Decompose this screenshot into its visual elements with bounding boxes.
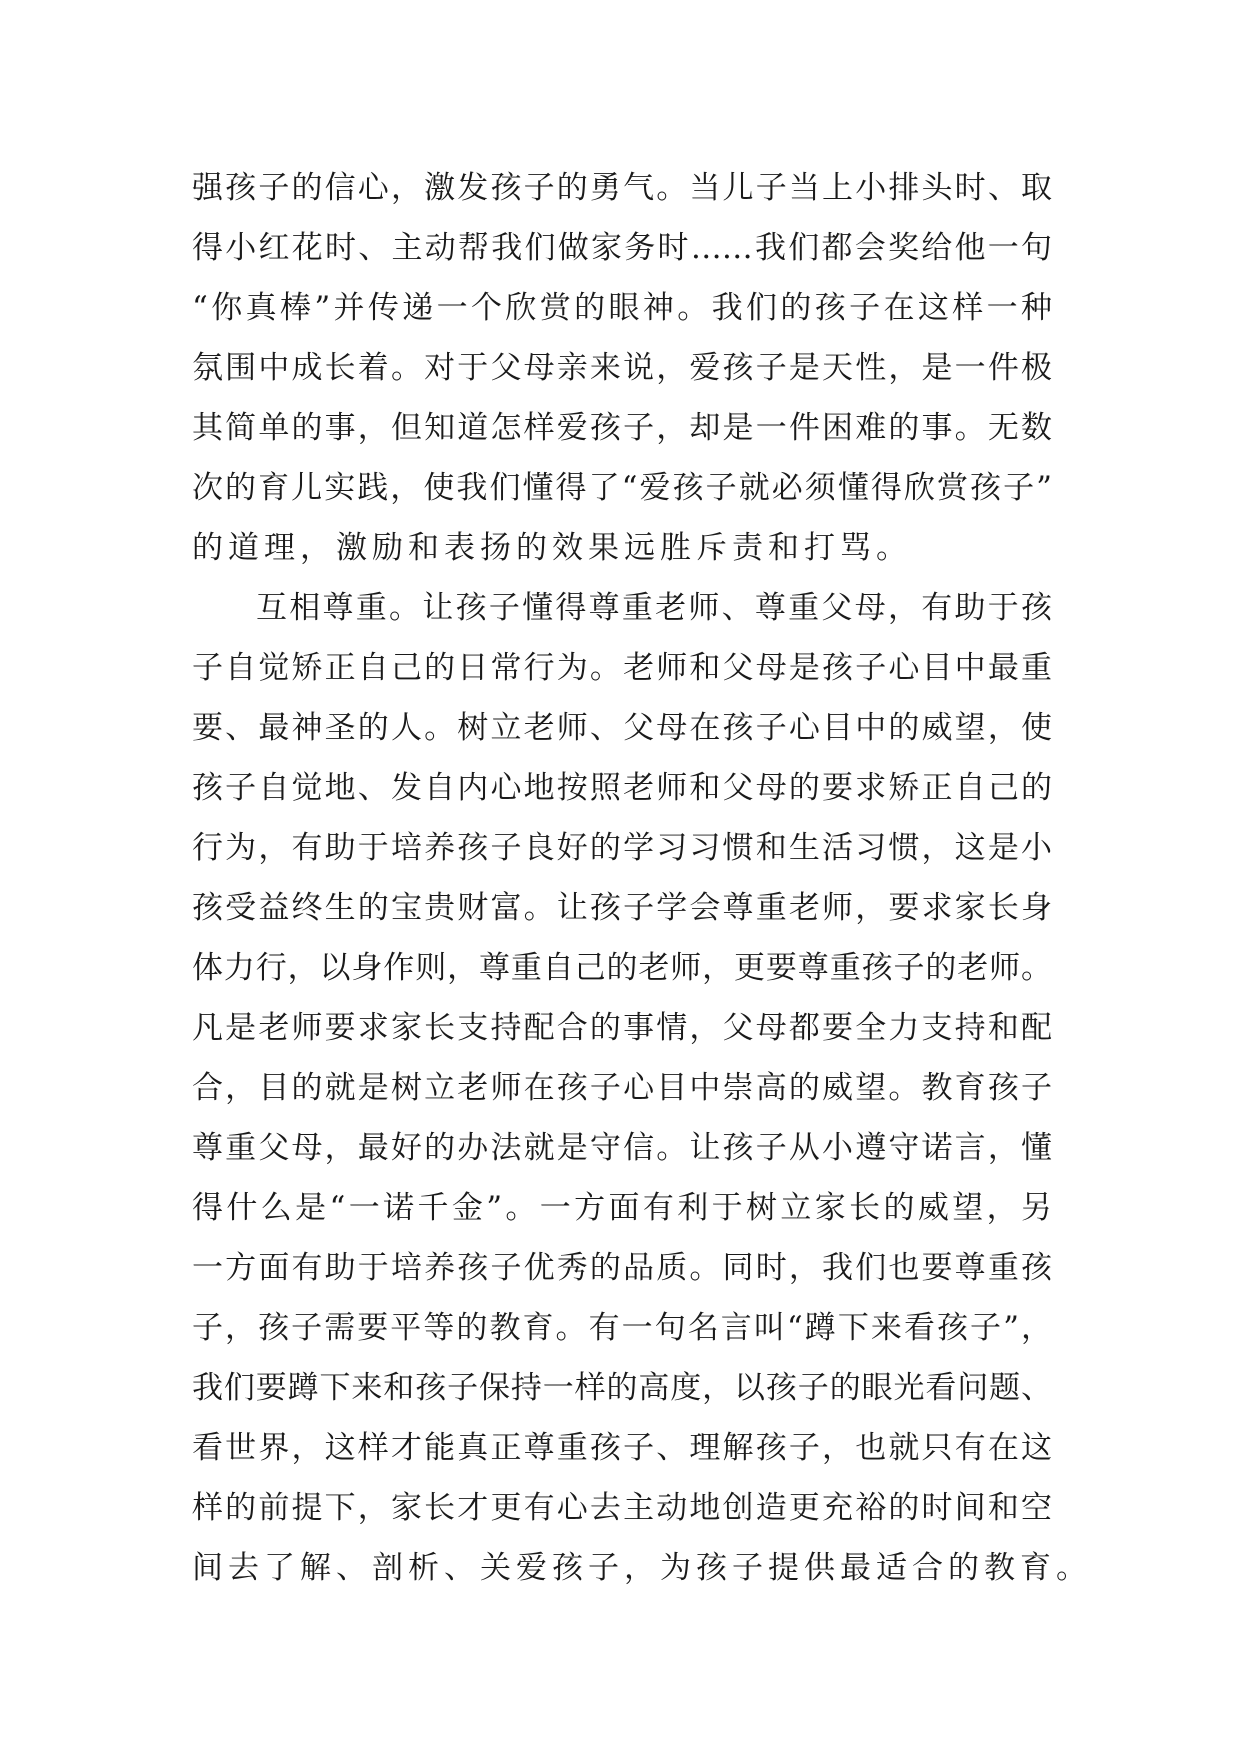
text-line: 次的育儿实践，使我们懂得了“爱孩子就必须懂得欣赏孩子” bbox=[192, 470, 1052, 506]
paragraph-start-line: 互相尊重。让孩子懂得尊重老师、尊重父母，有助于孩 bbox=[256, 590, 1052, 626]
text-line: 要、最神圣的人。树立老师、父母在孩子心目中的威望，使 bbox=[192, 710, 1052, 746]
body-text bbox=[192, 158, 1092, 1598]
text-line: 间去了解、剖析、关爱孩子，为孩子提供最适合的教育。 bbox=[192, 1550, 1092, 1586]
text-line: 看世界，这样才能真正尊重孩子、理解孩子，也就只有在这 bbox=[192, 1430, 1052, 1466]
text-line: 合，目的就是树立老师在孩子心目中崇高的威望。教育孩子 bbox=[192, 1070, 1052, 1106]
text-line: 凡是老师要求家长支持配合的事情，父母都要全力支持和配 bbox=[192, 1010, 1052, 1046]
text-line: 氛围中成长着。对于父母亲来说，爱孩子是天性，是一件极 bbox=[192, 350, 1052, 386]
text-line: 的道理，激励和表扬的效果远胜斥责和打骂。 bbox=[192, 530, 912, 566]
text-line: 一方面有助于培养孩子优秀的品质。同时，我们也要尊重孩 bbox=[192, 1250, 1052, 1286]
text-line: 行为，有助于培养孩子良好的学习习惯和生活习惯，这是小 bbox=[192, 830, 1052, 866]
text-line: 其简单的事，但知道怎样爱孩子，却是一件困难的事。无数 bbox=[192, 410, 1052, 446]
text-line: 子，孩子需要平等的教育。有一句名言叫“蹲下来看孩子”， bbox=[192, 1310, 1052, 1346]
text-line: 得什么是“一诺千金”。一方面有利于树立家长的威望，另 bbox=[192, 1190, 1052, 1226]
text-line: 体力行，以身作则，尊重自己的老师，更要尊重孩子的老师。 bbox=[192, 950, 1052, 986]
text-line: 子自觉矫正自己的日常行为。老师和父母是孩子心目中最重 bbox=[192, 650, 1052, 686]
text-line: 孩受益终生的宝贵财富。让孩子学会尊重老师，要求家长身 bbox=[192, 890, 1052, 926]
text-line: 我们要蹲下来和孩子保持一样的高度，以孩子的眼光看问题、 bbox=[192, 1370, 1052, 1406]
text-line: 尊重父母，最好的办法就是守信。让孩子从小遵守诺言，懂 bbox=[192, 1130, 1052, 1166]
text-line: 孩子自觉地、发自内心地按照老师和父母的要求矫正自己的 bbox=[192, 770, 1052, 806]
text-line: 强孩子的信心，激发孩子的勇气。当儿子当上小排头时、取 bbox=[192, 170, 1052, 206]
text-line: 得小红花时、主动帮我们做家务时……我们都会奖给他一句 bbox=[192, 230, 1052, 266]
text-line: “你真棒”并传递一个欣赏的眼神。我们的孩子在这样一种 bbox=[192, 290, 1052, 326]
text-line: 样的前提下，家长才更有心去主动地创造更充裕的时间和空 bbox=[192, 1490, 1052, 1526]
